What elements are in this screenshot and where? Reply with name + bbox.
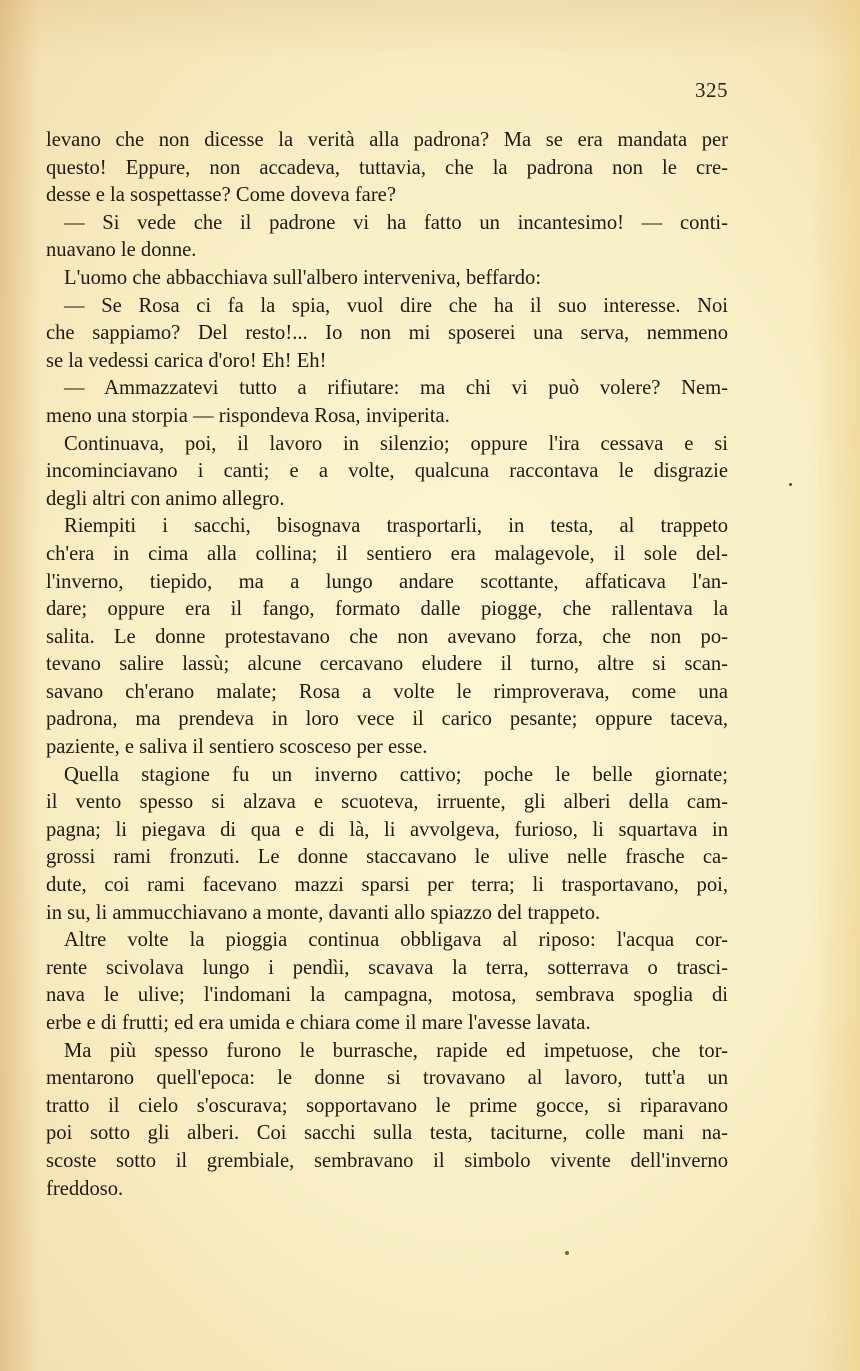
text-line: erbe e di frutti; ed era umida e chiara come il mare l'avesse lavata. [46, 1012, 591, 1034]
text-line: Altre volte la pioggia continua obbligava al riposo: l'acqua cor- [64, 929, 728, 952]
text-line: nuavano le donne. [46, 239, 197, 262]
text-line: meno una storpia — rispondeva Rosa, inviperita. [46, 404, 450, 427]
text-line: tevano salire lassù; alcune cercavano eludere il turno, altre si scan- [46, 653, 728, 676]
text-line: ch'era in cima alla collina; il sentiero era malagevole, il sole del- [46, 542, 728, 565]
text-line: levano che non dicesse la verità alla padrona? Ma se era mandata per [46, 129, 728, 151]
paper-speck [565, 1251, 569, 1255]
text-line: salita. Le donne protestavano che non avevano forza, che non po- [46, 625, 728, 648]
text-line: scoste sotto il grembiale, sembravano il simbolo vivente dell'inverno [46, 1149, 728, 1172]
paragraph [46, 431, 728, 514]
paper-speck [789, 483, 792, 486]
text-line: poi sotto gli alberi. Coi sacchi sulla testa, taciturne, colle mani na- [46, 1122, 728, 1145]
text-line: desse e la sospettasse? Come doveva fare? [46, 184, 396, 207]
paragraph [46, 210, 728, 265]
text-line: Riempiti i sacchi, bisognava trasportarli, in testa, al trappeto [64, 515, 728, 538]
text-line: savano ch'erano malate; Rosa a volte le rimproverava, come una [46, 680, 728, 703]
text-line: freddoso. [46, 1177, 124, 1200]
text-line: incominciavano i canti; e a volte, qualcuna raccontava le disgrazie [46, 460, 728, 483]
text-line: nava le ulive; l'indomani la campagna, motosa, sembrava spoglia di [46, 984, 728, 1007]
text-line: Ma più spesso furono le burrasche, rapide ed impetuose, che tor- [64, 1039, 728, 1062]
text-line: questo! Eppure, non accadeva, tuttavia, che la padrona non le cre- [46, 156, 728, 179]
text-line: l'inverno, tiepido, ma a lungo andare scottante, affaticava l'an- [46, 570, 728, 593]
text-line: paziente, e saliva il sentiero scosceso per esse. [46, 736, 428, 759]
text-line: L'uomo che abbacchiava sull'albero interveniva, beffardo: [64, 266, 542, 289]
paper-gutter-shadow [0, 0, 40, 1371]
text-line: tratto il cielo s'oscurava; sopportavano le prime gocce, si riparavano [46, 1094, 728, 1117]
paragraph [46, 265, 728, 293]
paragraph [46, 375, 728, 430]
paragraph [46, 762, 728, 928]
text-line: dare; oppure era il fango, formato dalle piogge, che rallentava la [46, 598, 728, 621]
paragraph [46, 513, 728, 761]
text-line: grossi rami fronzuti. Le donne staccavano le ulive nelle frasche ca- [46, 846, 728, 869]
text-line: Quella stagione fu un inverno cattivo; poche le belle giornate; [64, 763, 728, 786]
text-line: in su, li ammucchiavano a monte, davanti allo spiazzo del trappeto. [46, 901, 601, 924]
paper-edge-tint [810, 0, 860, 1371]
text-line: il vento spesso si alzava e scuoteva, irruente, gli alberi della cam- [46, 791, 728, 814]
text-line: — Se Rosa ci fa la spia, vuol dire che ha il suo interesse. Noi [64, 294, 728, 317]
page-number: 325 [695, 78, 728, 102]
paragraph [46, 293, 728, 376]
text-line: — Si vede che il padrone vi ha fatto un incantesimo! — conti- [64, 211, 728, 234]
text-line: dute, coi rami facevano mazzi sparsi per terra; li trasportavano, poi, [46, 874, 728, 897]
text-line: che sappiamo? Del resto!... Io non mi sposerei una serva, nemmeno [46, 322, 728, 345]
text-line: padrona, ma prendeva in loro vece il carico pesante; oppure taceva, [46, 708, 728, 731]
text-line: Continuava, poi, il lavoro in silenzio; oppure l'ira cessava e si [64, 432, 728, 455]
text-line: rente scivolava lungo i pendìi, scavava la terra, sotterrava o trasci- [46, 956, 728, 979]
text-line: pagna; li piegava di qua e di là, li avvolgeva, furioso, li squartava in [46, 818, 728, 841]
text-line: — Ammazzatevi tutto a rifiutare: ma chi vi può volere? Nem- [64, 377, 728, 400]
paper-top-shadow [0, 0, 860, 60]
paragraph [46, 1038, 728, 1204]
text-line: se la vedessi carica d'oro! Eh! Eh! [46, 349, 327, 372]
body-text [46, 127, 728, 1203]
text-line: degli altri con animo allegro. [46, 487, 285, 510]
text-line: mentarono quell'epoca: le donne si trovavano al lavoro, tutt'a un [46, 1067, 728, 1090]
paragraph [46, 127, 728, 210]
paragraph [46, 927, 728, 1037]
